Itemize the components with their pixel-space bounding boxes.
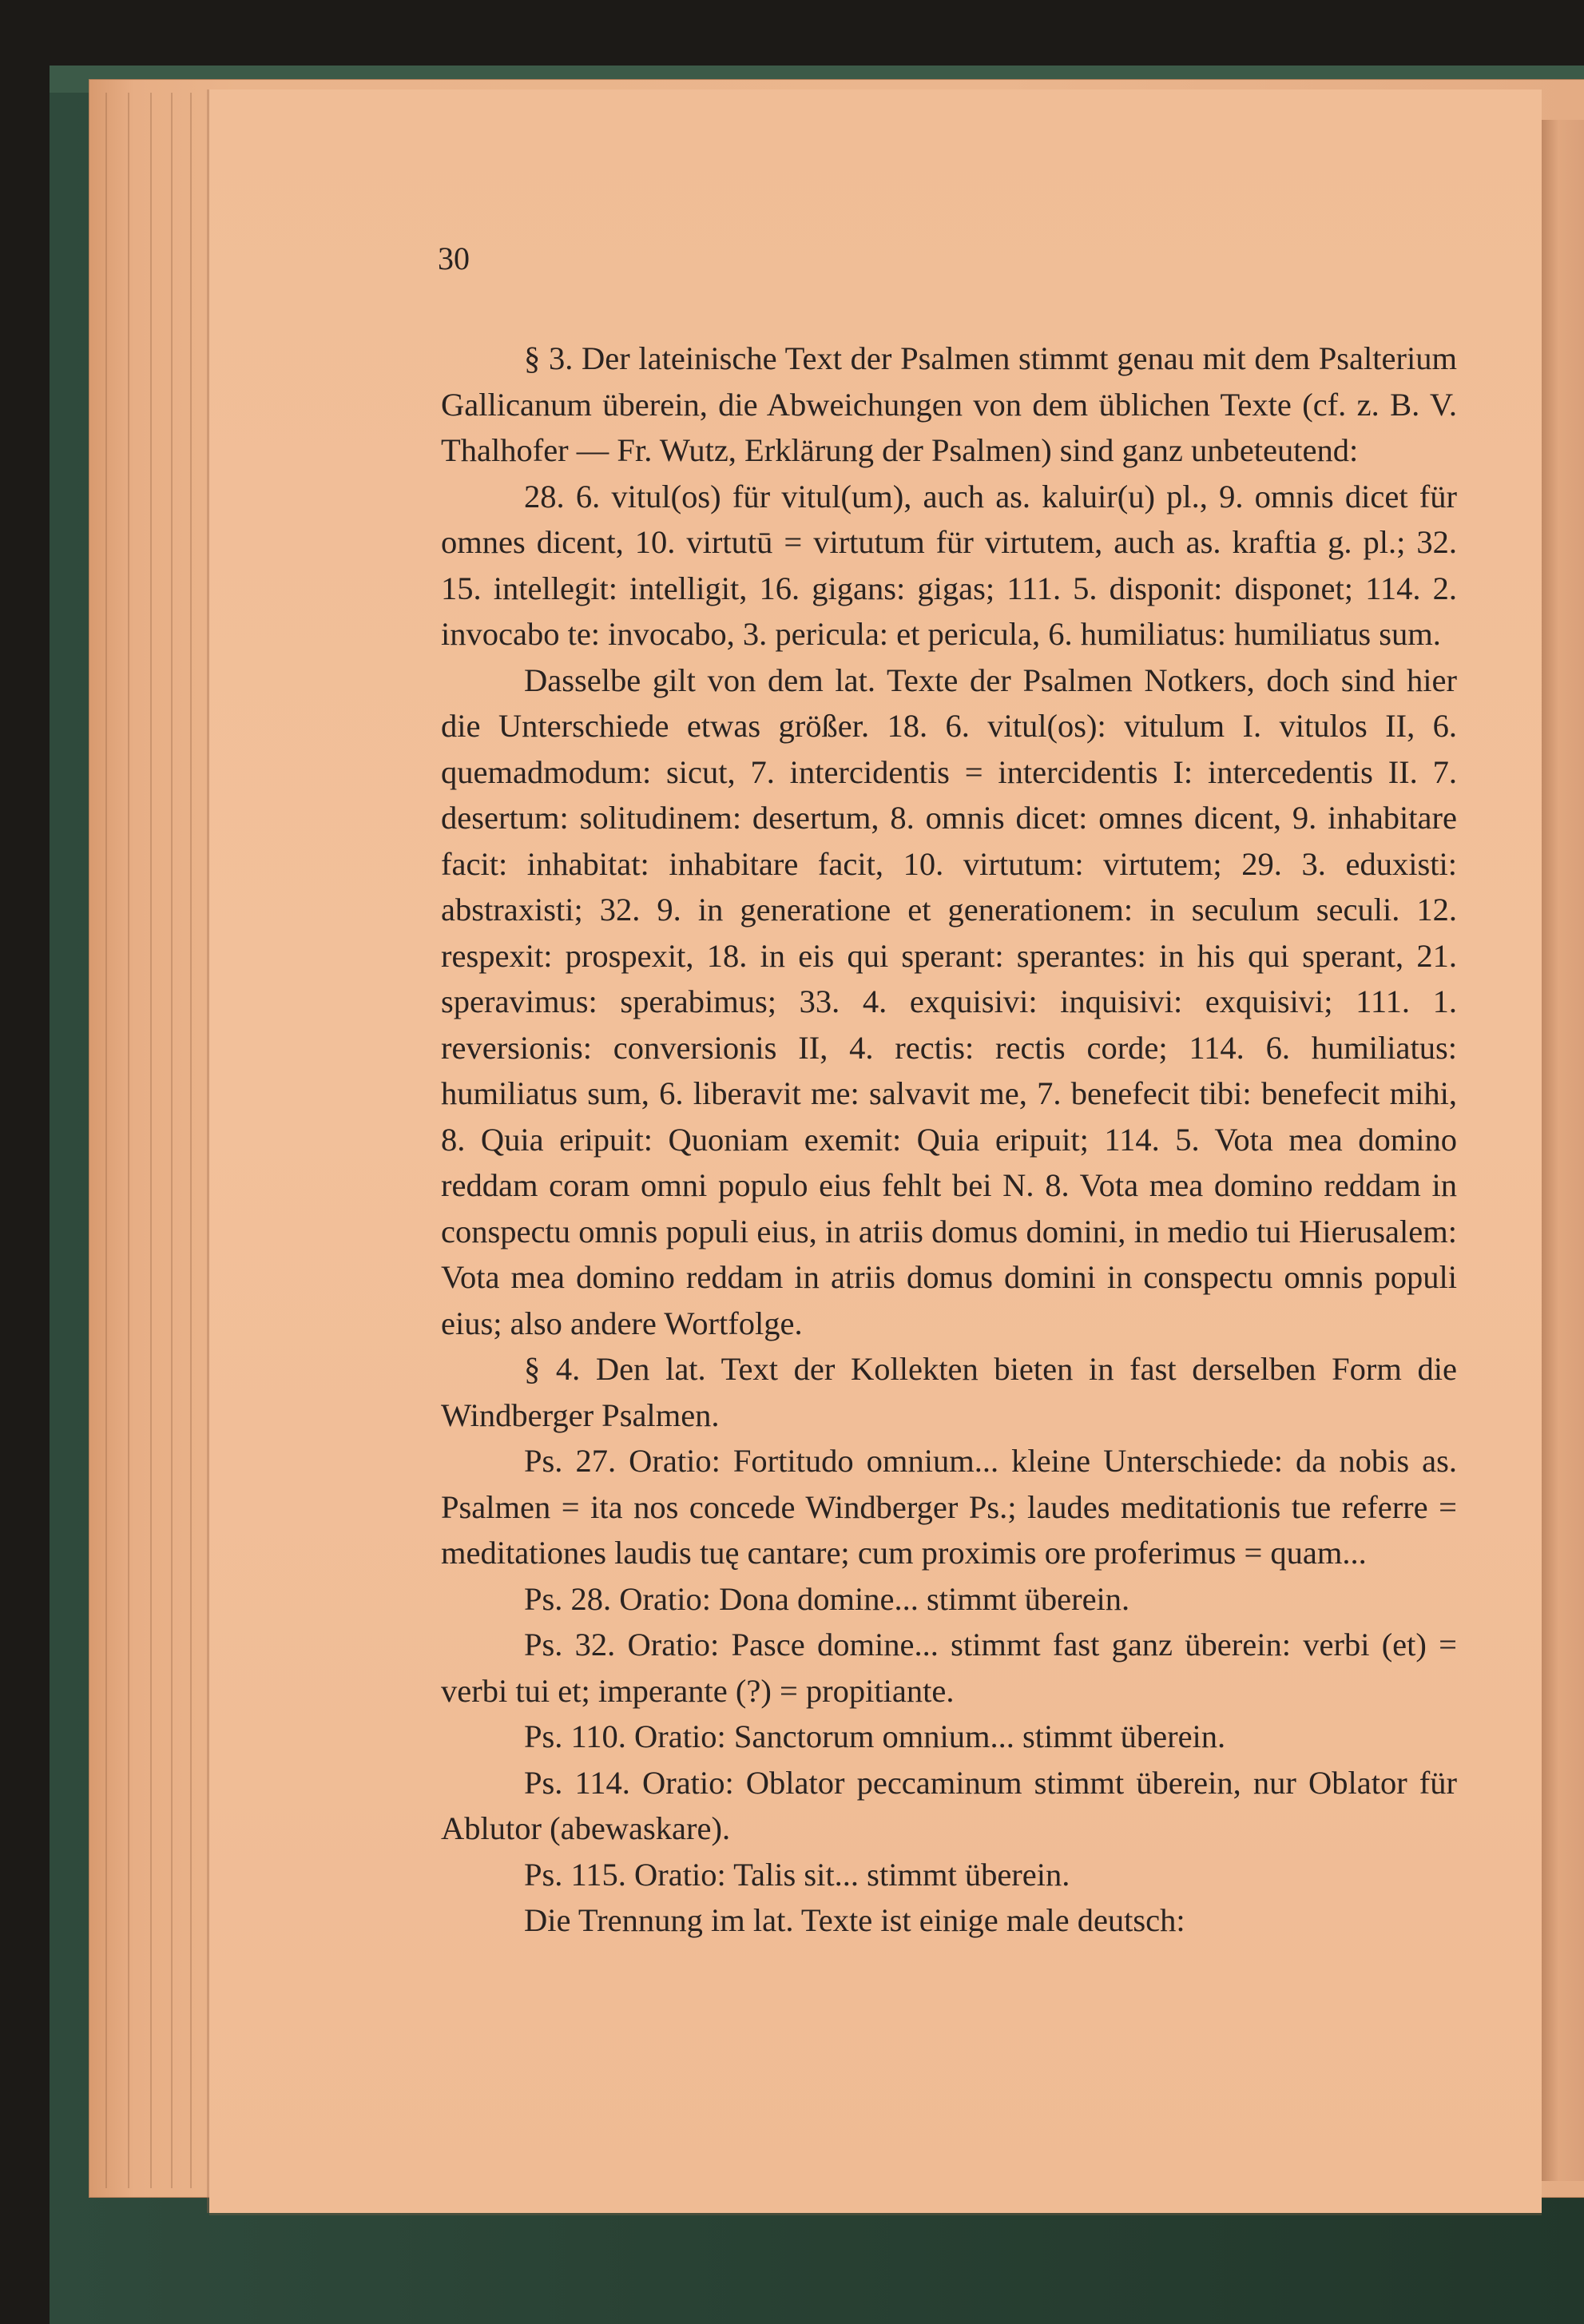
paragraph-ps27: Ps. 27. Oratio: Fortitudo omnium... kleine Unterschiede: da nobis as. Psalmen = ita nos concede Windberger Ps.; laudes meditationis tue referre = meditationes laudis tuę cantare; cum proximis ore proferimus = quam... xyxy=(441,1443,1457,1571)
paragraph-ps32: Ps. 32. Oratio: Pasce domine... stimmt fast ganz überein: verbi (et) = verbi tui et; imperante (?) = propitiante. xyxy=(441,1627,1457,1709)
paragraph-section-3: § 3. Der lateinische Text der Psalmen stimmt genau mit dem Psalterium Gallicanum überein, die Abweichungen von dem üblichen Texte (cf. z. B. V. Thalhofer — Fr. Wutz, Erklärung der Psalmen) sind ganz unbeteutend: xyxy=(441,340,1457,468)
page-body xyxy=(441,336,1457,1944)
paragraph-ps28: Ps. 28. Oratio: Dona domine... stimmt überein. xyxy=(524,1580,1130,1617)
page-edge-line xyxy=(105,93,107,2188)
paragraph-section-4: § 4. Den lat. Text der Kollekten bieten in fast derselben Form die Windberger Psalmen. xyxy=(441,1351,1457,1433)
page-edge-line xyxy=(171,93,173,2188)
paragraph-ps115: Ps. 115. Oratio: Talis sit... stimmt überein. xyxy=(524,1856,1070,1893)
page-number: 30 xyxy=(438,240,470,276)
page-edge-line xyxy=(128,93,129,2188)
paragraph-ps114: Ps. 114. Oratio: Oblator peccaminum stimmt überein, nur Oblator für Ablutor (abewaskare). xyxy=(441,1764,1457,1846)
paragraph-trennung: Die Trennung im lat. Texte ist einige male deutsch: xyxy=(524,1902,1185,1938)
paragraph-ps110: Ps. 110. Oratio: Sanctorum omnium... stimmt überein. xyxy=(524,1718,1226,1754)
page-edge-line xyxy=(150,93,152,2188)
paragraph-notker: Dasselbe gilt von dem lat. Texte der Psalmen Notkers, doch sind hier die Unterschiede etwas größer. 18. 6. vitul(os): vitulum I. vitulos II, 6. quemadmodum: sicut, 7. intercidentis = intercidentis I: intercedentis II. 7. desertum: solitudinem: desertum, 8. omnis dicet: omnes dicent, 9. inhabitare facit: inhabitat: inhabitare facit, 10. virtutum: virtutem; 29. 3. eduxisti: abstraxisti; 32. 9. in generatione et generationem: in seculum seculi. 12. respexit: prospexit, 18. in eis qui sperant: sperantes: in his qui sperant, 21. speravimus: sperabimus; 33. 4. exquisivi: inquisivi: exquisivi; 111. 1. reversionis: conversionis II, 4. rectis: rectis corde; 114. 6. humiliatus: humiliatus sum, 6. liberavit me: salvavit me, 7. benefecit tibi: benefecit mihi, 8. Quia eripuit: Quoniam exemit: Quia eripuit; 114. 5. Vota mea domino reddam coram omni populo eius fehlt bei N. 8. Vota mea domino reddam in conspectu omnis populi eius, in atriis domus domini, in medio tui Hierusalem: Vota mea domino reddam in atriis domus domini in conspectu omnis populi eius; also andere Wortfolge. xyxy=(441,661,1457,1341)
page-edge-line xyxy=(190,93,192,2188)
next-page-edge xyxy=(1542,120,1584,2181)
paragraph-variants: 28. 6. vitul(os) für vitul(um), auch as. kaluir(u) pl., 9. omnis dicet für omnes dicent, 10. virtutū = virtutum für virtutem, auch as. kraftia g. pl.; 32. 15. intellegit: intelligit, 16. gigans: gigas; 111. 5. disponit: disponet; 114. 2. invocabo te: invocabo, 3. pericula: et pericula, 6. humiliatus: humiliatus sum. xyxy=(441,478,1457,652)
